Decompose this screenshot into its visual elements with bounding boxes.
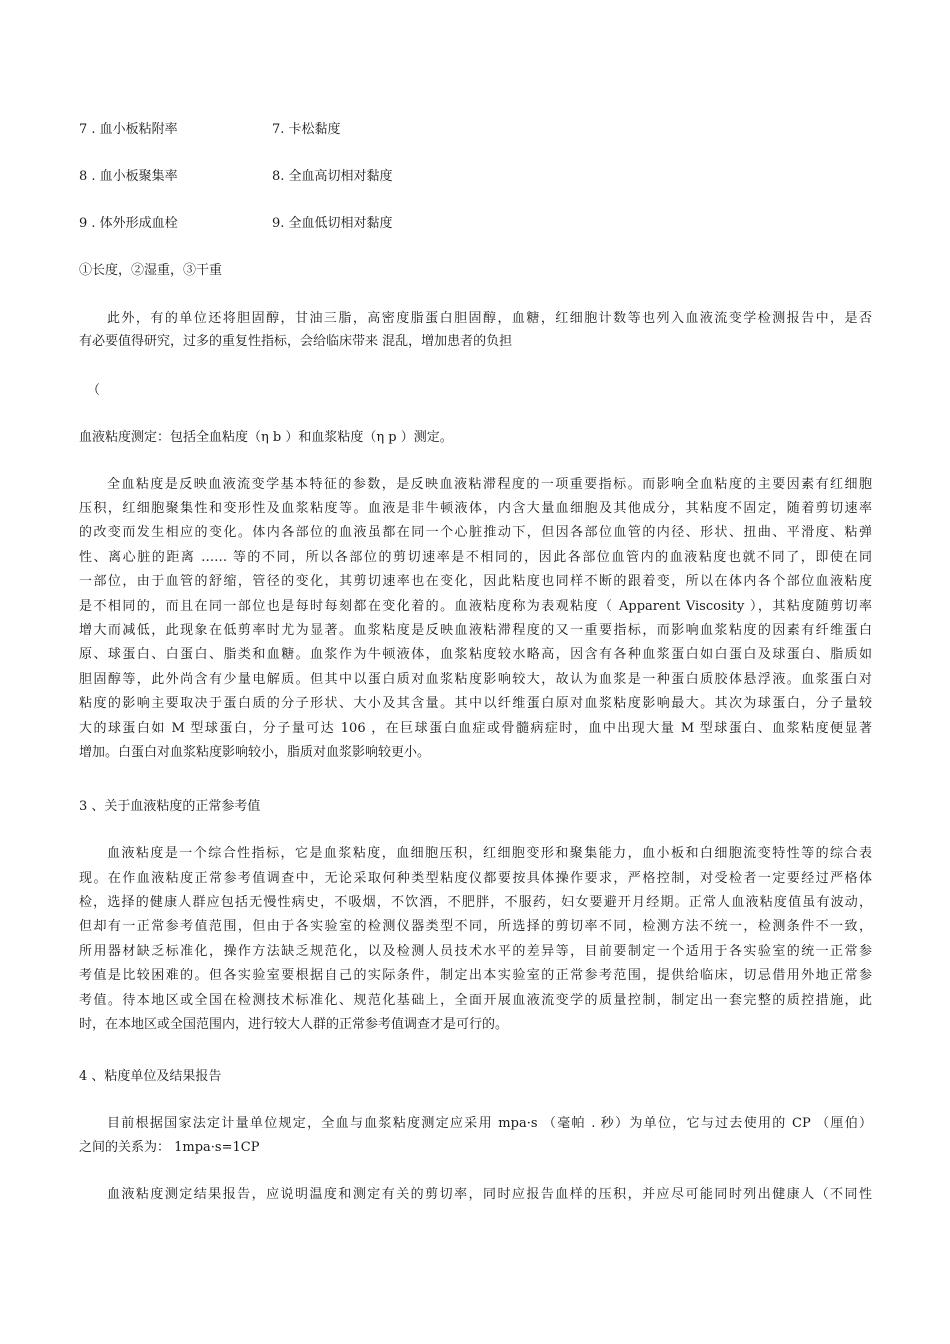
list-item-left: 9 . 体外形成血栓 <box>79 216 178 231</box>
paragraph-line: 但却有一正常参考值范围，但由于各实验室的检测仪器类型不同，所选择的剪切率不同，检测方法不统一，检测条件不一致， <box>79 919 872 934</box>
paragraph-line: 粘度的影响主要取决于蛋白质的分子形状、大小及其含量。其中以纤维蛋白原对血浆粘度影响最大。其次为球蛋白，分子量较 <box>79 696 872 711</box>
paragraph-line: 此外，有的单位还将胆固醇，甘油三脂，高密度脂蛋白胆固醇，血糖，红细胞计数等也列入血液流变学检测报告中，是否 <box>107 311 872 326</box>
list-row <box>79 121 341 139</box>
paragraph-line: 所用器材缺乏标准化，操作方法缺乏规范化，以及检测人员技术水平的差异等，目前要制定一个适用于各实验室的统一正常参 <box>79 944 872 959</box>
paragraph-line: 胆固醇等，此外尚含有少量电解质。但其中以蛋白质对血浆粘度影响较大，故认为血浆是一种蛋白质胶体悬浮液。血浆蛋白对 <box>79 672 872 687</box>
paragraph-line: 原、球蛋白、白蛋白、脂类和血糖。血浆作为牛顿液体，血浆粘度较水略高，因含有各种血浆蛋白如白蛋白及球蛋白、脂质如 <box>79 647 872 662</box>
paragraph-line: 性、离心脏的距离 …… 等的不同，所以各部位的剪切速率是不相同的，因此各部位血管内的血液粘度也就不同了，即使在同 <box>79 550 872 565</box>
viscosity-definition: 血液粘度测定：包括全血粘度（η b ）和血浆粘度（η p ）测定。 <box>79 430 453 445</box>
paragraph-line: 现。在作血液粘度正常参考值调查中，无论采取何种类型粘度仪都要按具体操作要求，严格控制，对受检者一定要经过严格体 <box>79 871 872 886</box>
list-item-right: 7. 卡松黏度 <box>272 122 341 137</box>
paragraph-line: 是不相同的，而且在同一部位也是每时每刻都在变化着的。血液粘度称为表观粘度（ Apparent Viscosity ），其粘度随剪切率 <box>79 599 872 614</box>
section-heading: 4 、粘度单位及结果报告 <box>79 1069 222 1084</box>
paragraph-line: 的改变而发生相应的变化。体内各部位的血液虽都在同一个心脏推动下，但因各部位血管的内径、形状、扭曲、平滑度、粘弹 <box>79 525 872 540</box>
paragraph-line: 考值是比较困难的。但各实验室要根据自己的实际条件，制定出本实验室的正常参考范围，提供给临床，切忌借用外地正常参 <box>79 968 872 983</box>
section-heading: 3 、关于血液粘度的正常参考值 <box>79 799 261 814</box>
list-row <box>79 168 393 186</box>
list-item-right: 9. 全血低切相对黏度 <box>272 216 393 231</box>
note-line: ①长度，②湿重，③干重 <box>79 263 223 278</box>
paragraph-line: 有必要值得研究，过多的重复性指标，会给临床带来 混乱，增加患者的负担 <box>79 334 513 349</box>
paragraph-line: 血液粘度是一个综合性指标，它是血浆粘度，血细胞压积，红细胞变形和聚集能力，血小板和白细胞流变特性等的综合表 <box>107 846 872 861</box>
list-item-left: 7 . 血小板粘附率 <box>79 122 178 137</box>
paragraph-line: 检，选择的健康人群应包括无慢性病史，不吸烟，不饮酒，不肥胖，不服药，妇女要避开月经期。正常人血液粘度值虽有波动， <box>79 895 872 910</box>
paragraph-line: 血液粘度测定结果报告，应说明温度和测定有关的剪切率，同时应报告血样的压积，并应尽可能同时列出健康人（不同性 <box>107 1187 872 1202</box>
list-row <box>79 215 393 233</box>
paragraph-line: 一部位，由于血管的舒缩，管径的变化，其剪切速率也在变化，因此粘度也同样不断的跟着变，所以在体内各个部位血液粘度 <box>79 574 872 589</box>
paragraph-line: 全血粘度是反映血液流变学基本特征的参数，是反映血液粘滞程度的一项重要指标。而影响全血粘度的主要因素有红细胞 <box>107 477 872 492</box>
paragraph-line: 时，在本地区或全国范围内，进行较大人群的正常参考值调查才是可行的。 <box>79 1017 509 1032</box>
parenthesis: （ <box>87 383 101 398</box>
paragraph-line: 增加。白蛋白对血浆粘度影响较小，脂质对血浆影响较更小。 <box>79 745 431 760</box>
list-item-left: 8 . 血小板聚集率 <box>79 169 178 184</box>
paragraph-line: 目前根据国家法定计量单位规定，全血与血浆粘度测定应采用 mpa·s （毫帕 . 秒）为单位，它与过去使用的 CP （厘伯） <box>107 1116 872 1131</box>
paragraph-line: 考值。待本地区或全国在检测技术标准化、规范化基础上，全面开展血液流变学的质量控制，制定出一套完整的质控措施，此 <box>79 993 872 1008</box>
list-item-right: 8. 全血高切相对黏度 <box>272 169 393 184</box>
paragraph-line: 大的球蛋白如 M 型球蛋白，分子量可达 106 ，在巨球蛋白血症或骨髓病症时，血中出现大量 M 型球蛋白、血浆粘度便显著 <box>79 721 872 736</box>
paragraph-line: 之间的关系为： 1mpa·s=1CP <box>79 1140 260 1155</box>
paragraph-line: 压积，红细胞聚集性和变形性及血浆粘度等。血液是非牛顿液体，内含大量血细胞及其他成分，其粘度不固定，随着剪切速率 <box>79 501 872 516</box>
paragraph-line: 增大而减低，此现象在低剪率时尤为显著。血浆粘度是反映血液粘滞程度的又一重要指标，而影响血浆粘度的因素有纤维蛋白 <box>79 623 872 638</box>
